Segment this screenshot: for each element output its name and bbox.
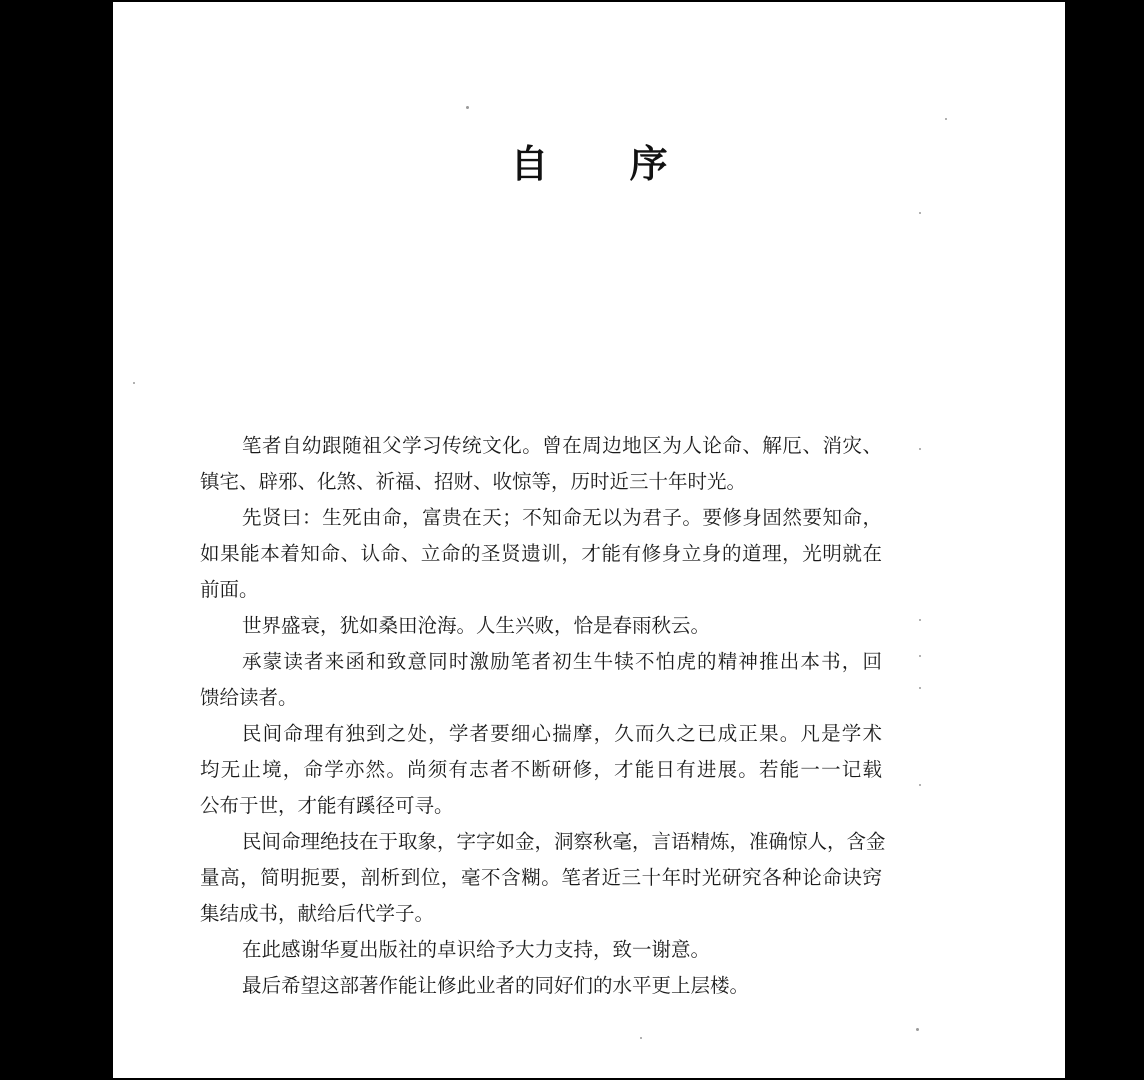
paragraph bbox=[200, 644, 882, 716]
text-line: 民间命理有独到之处，学者要细心揣摩，久而久之已成正果。凡是学术 bbox=[242, 722, 882, 745]
paragraph bbox=[200, 716, 882, 824]
text-line: 馈给读者。 bbox=[200, 686, 298, 709]
document-page bbox=[113, 2, 1065, 1078]
paragraph bbox=[200, 968, 882, 1004]
paragraph bbox=[200, 428, 882, 500]
text-line: 民间命理绝技在于取象，字字如金，洞察秋毫，言语精炼，准确惊人，含金 bbox=[242, 830, 886, 853]
text-line: 前面。 bbox=[200, 578, 259, 601]
paragraph bbox=[200, 500, 882, 608]
text-line: 最后希望这部著作能让修此业者的同好们的水平更上层楼。 bbox=[242, 974, 750, 997]
text-line: 均无止境，命学亦然。尚须有志者不断研修，才能日有进展。若能一一记载 bbox=[200, 758, 882, 781]
text-line: 量高，简明扼要，剖析到位，毫不含糊。笔者近三十年时光研究各种论命诀窍 bbox=[200, 866, 882, 889]
preface-body bbox=[200, 428, 886, 1004]
page-title: 自 序 bbox=[510, 141, 702, 186]
text-line: 在此感谢华夏出版社的卓识给予大力支持，致一谢意。 bbox=[242, 938, 711, 961]
text-line: 集结成书，献给后代学子。 bbox=[200, 902, 435, 925]
paragraph bbox=[200, 932, 882, 968]
text-line: 公布于世，才能有蹊径可寻。 bbox=[200, 794, 454, 817]
text-line: 镇宅、辟邪、化煞、祈福、招财、收惊等，历时近三十年时光。 bbox=[200, 470, 747, 493]
text-line: 世界盛衰，犹如桑田沧海。人生兴败，恰是春雨秋云。 bbox=[242, 614, 711, 637]
text-line: 先贤曰：生死由命，富贵在天；不知命无以为君子。要修身固然要知命， bbox=[242, 506, 882, 529]
text-line: 承蒙读者来函和致意同时激励笔者初生牛犊不怕虎的精神推出本书，回 bbox=[242, 650, 882, 673]
paragraph bbox=[200, 824, 886, 932]
text-line: 笔者自幼跟随祖父学习传统文化。曾在周边地区为人论命、解厄、消灾、 bbox=[242, 434, 882, 457]
paragraph bbox=[200, 608, 882, 644]
text-line: 如果能本着知命、认命、立命的圣贤遗训，才能有修身立身的道理，光明就在 bbox=[200, 542, 882, 565]
